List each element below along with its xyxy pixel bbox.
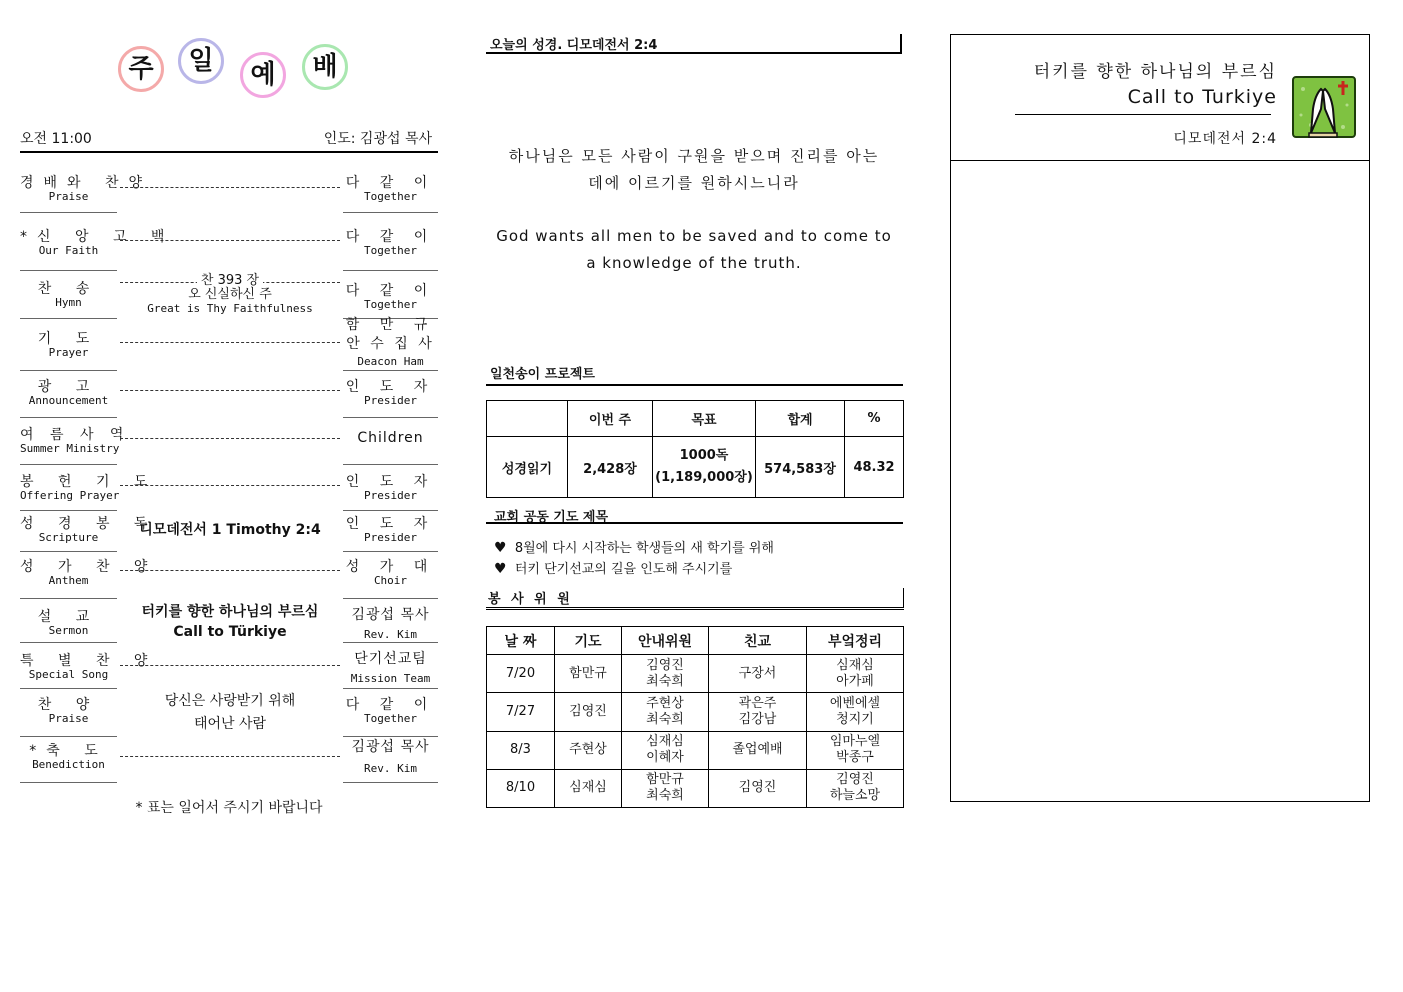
table-header: 안내위원: [622, 627, 709, 655]
order-item-en: Special Song: [28, 668, 109, 681]
dash-leader: [120, 570, 340, 571]
list-item: ♥ 터키 단기선교의 길을 인도해 주시기를: [494, 561, 733, 577]
table-cell: 심재심 아가페: [807, 655, 904, 693]
order-item-en: Prayer: [48, 346, 89, 359]
header-divider: [20, 151, 438, 153]
service-time: 오전 11:00: [20, 131, 92, 147]
divider: [20, 464, 117, 465]
order-person-ko: 다 같 이: [345, 229, 436, 245]
sermon-heading-ko: 터키를 향한 하나님의 부르심: [1033, 62, 1277, 82]
goal-pages: (1,189,000장): [655, 470, 753, 485]
table-cell: 졸업예배: [709, 731, 807, 769]
table-header: 합계: [756, 401, 845, 437]
order-person-en: Presider: [364, 489, 417, 502]
sermon-scripture-ref: 디모데전서 2:4: [1173, 131, 1277, 147]
table-row: [487, 693, 904, 731]
table-cell: 주현상: [555, 731, 622, 769]
order-person-ko: 인 도 자: [345, 379, 436, 395]
order-person-en: Rev. Kim: [364, 628, 417, 641]
table-cell: 임마누엘 박종구: [807, 731, 904, 769]
table-header: 친교: [709, 627, 807, 655]
order-item-en: Praise: [48, 712, 89, 725]
table-cell: 심재심: [555, 769, 622, 807]
dash-leader: [120, 390, 340, 391]
order-person-en: Together: [364, 712, 417, 725]
order-row: [20, 556, 438, 604]
divider: [20, 318, 117, 319]
order-person-ko: 다 같 이: [345, 175, 436, 191]
table-row: [487, 655, 904, 693]
order-person-en: Mission Team: [350, 672, 431, 685]
divider: [343, 510, 438, 511]
order-person-ko: 단기선교팀: [354, 651, 427, 667]
table-cell: 김영진 최숙희: [622, 655, 709, 693]
order-item-ko: 성 가 찬 양: [20, 559, 158, 575]
table-row: [487, 769, 904, 807]
notes-area[interactable]: [951, 161, 1369, 801]
divider: [20, 688, 117, 689]
order-person-en: Deacon Ham: [357, 355, 424, 368]
hymn-number: 찬 393 장: [197, 273, 263, 288]
verse-ko-line: 하나님은 모든 사람이 구원을 받으며 진리를 아는: [508, 147, 880, 165]
order-row: [20, 376, 438, 424]
heading-edge: [903, 588, 904, 607]
divider: [343, 270, 438, 271]
order-item-ko: 봉 헌 기 도: [20, 474, 158, 490]
divider: [343, 782, 438, 783]
order-person-ko: 성 가 대: [345, 559, 436, 575]
order-person-ko: 인 도 자: [345, 474, 436, 490]
divider: [20, 212, 117, 213]
date-cell: 7/20: [487, 655, 555, 693]
title-char-2: 일: [178, 38, 224, 84]
order-person-en: Choir: [373, 574, 408, 587]
praise-song-line-2: 태어난 사람: [193, 716, 267, 732]
hymn-title-ko: 오 신실하신 주: [188, 287, 272, 302]
order-item-ko: 광 고: [37, 379, 100, 395]
divider: [343, 417, 438, 418]
order-item-ko: *신 앙 고 백: [20, 229, 175, 245]
sermon-title-en: Call to Türkiye: [173, 624, 287, 640]
table-header: 이번 주: [568, 401, 653, 437]
heading-underline: [486, 384, 903, 386]
table-cell: 구장서: [709, 655, 807, 693]
order-item-ko: 설 교: [37, 609, 100, 625]
verse-en-line: God wants all men to be saved and to come to: [496, 227, 892, 245]
stand-note: * 표는 일어서 주시기 바랍니다: [135, 800, 323, 816]
list-item: ♥ 8월에 다시 시작하는 학생들의 새 학기를 위해: [494, 540, 774, 556]
order-item-en: Summer Ministry: [20, 442, 120, 455]
order-row: [20, 513, 438, 561]
goal-value: 1000독: [679, 448, 729, 463]
order-person-ko: 다 같 이: [345, 283, 436, 299]
order-item-en: Scripture: [38, 531, 99, 544]
order-item-ko: 성 경 봉 독: [20, 516, 158, 532]
heart-icon: ♥: [494, 540, 507, 556]
table-row: [487, 731, 904, 769]
date-cell: 8/3: [487, 731, 555, 769]
table-cell: 김영진: [555, 693, 622, 731]
verse-korean: [486, 143, 902, 197]
verse-en-line: a knowledge of the truth.: [586, 254, 802, 272]
order-person-ko: Children: [357, 430, 424, 446]
dash-leader: [120, 485, 340, 486]
reading-heading: 일천송이 프로젝트: [490, 367, 595, 382]
verse-ko-line: 데에 이르기를 원하시느니라: [588, 174, 800, 192]
title-char-1: 주: [118, 46, 164, 92]
order-item-ko: 찬 송: [37, 281, 100, 297]
order-item-ko: *축 도: [29, 743, 108, 759]
title-char-3: 예: [240, 52, 286, 98]
order-person-ko: 인 도 자: [345, 516, 436, 532]
dash-leader: [120, 756, 340, 757]
heart-icon: ♥: [494, 561, 507, 577]
order-row: [20, 604, 438, 652]
table-cell: [653, 437, 756, 498]
sermon-title-ko: 터키를 향한 하나님의 부르심: [141, 604, 319, 620]
order-item-en: Sermon: [48, 624, 89, 637]
table-cell: 곽은주 김강남: [709, 693, 807, 731]
heading-edge: [900, 34, 902, 52]
table-cell: 김영진: [709, 769, 807, 807]
order-item-en: Anthem: [48, 574, 89, 587]
divider: [20, 736, 117, 737]
order-item-ko: 찬 양: [37, 697, 100, 713]
order-item-en: Praise: [48, 190, 89, 203]
order-person-en: Rev. Kim: [364, 762, 417, 775]
order-person-ko: 다 같 이: [345, 697, 436, 713]
order-person-ko: 함 만 규: [345, 317, 436, 333]
order-item-en: Offering Prayer: [20, 489, 120, 502]
table-row-label: 성경읽기: [487, 437, 568, 498]
hymn-title-en: Great is Thy Faithfulness: [147, 302, 313, 315]
divider: [20, 417, 117, 418]
order-item-en: Our Faith: [38, 244, 99, 257]
table-header: 목표: [653, 401, 756, 437]
table-cell: 574,583장: [756, 437, 845, 498]
service-leader: 인도: 김광섭 목사: [323, 131, 432, 147]
order-person-en: Presider: [364, 531, 417, 544]
order-person-en: Presider: [364, 394, 417, 407]
order-item-en: Hymn: [55, 296, 82, 309]
order-person-title: 안 수 집 사: [346, 336, 435, 352]
order-item-ko: 여 름 사 역: [20, 427, 130, 443]
table-header: 기도: [555, 627, 622, 655]
divider: [20, 510, 117, 511]
divider: [343, 598, 438, 599]
table-cell: 48.32: [845, 437, 904, 498]
order-person-en: Together: [364, 244, 417, 257]
table-cell: 함만규 최숙희: [622, 769, 709, 807]
dash-leader: [120, 665, 340, 666]
table-header: 날 짜: [487, 627, 555, 655]
prayer-heading: 교회 공동 기도 제목: [494, 510, 609, 525]
date-cell: 8/10: [487, 769, 555, 807]
divider: [20, 370, 117, 371]
sermon-notes-box: [950, 34, 1370, 802]
dash-leader: [120, 342, 340, 343]
order-person-en: Together: [364, 190, 417, 203]
order-person-ko: 김광섭 목사: [351, 739, 430, 755]
divider: [20, 598, 117, 599]
table-header: %: [845, 401, 904, 437]
table-header: 부엌정리: [807, 627, 904, 655]
divider: [20, 551, 117, 552]
table-cell: 주현상 최숙희: [622, 693, 709, 731]
service-heading: 봉 사 위 원: [488, 592, 573, 607]
divider: [343, 642, 438, 643]
sermon-heading-en: Call to Turkiye: [1127, 86, 1277, 108]
order-item-ko: 경배와 찬양: [20, 175, 153, 191]
order-item-ko: 기 도: [37, 331, 100, 347]
order-item-en: Announcement: [28, 394, 109, 407]
order-item-ko: 특 별 찬 양: [20, 653, 158, 669]
heading-underline: [1015, 114, 1271, 115]
order-person-ko: 김광섭 목사: [351, 607, 430, 623]
heading-underline: [486, 607, 904, 610]
dash-leader: [120, 438, 340, 439]
scripture-heading: 오늘의 성경. 디모데전서 2:4: [490, 38, 658, 53]
reading-table: [486, 400, 904, 498]
order-person-en: Together: [364, 298, 417, 311]
table-header: [487, 401, 568, 437]
divider: [20, 782, 117, 783]
dash-leader: [120, 187, 340, 188]
table-cell: 에벤에셀 청지기: [807, 693, 904, 731]
table-cell: 김영진 하늘소망: [807, 769, 904, 807]
divider: [20, 642, 117, 643]
order-row: [20, 226, 438, 274]
praise-song-line-1: 당신은 사랑받기 위해: [164, 693, 296, 709]
heading-underline: [486, 522, 903, 524]
divider: [343, 464, 438, 465]
order-row: [20, 317, 438, 376]
order-item-en: Benediction: [32, 758, 105, 771]
divider: [20, 270, 117, 271]
divider: [343, 551, 438, 552]
verse-english: [486, 223, 902, 277]
dash-leader: [120, 240, 340, 241]
heading-underline: [486, 52, 902, 54]
service-table: [486, 626, 904, 808]
order-row: [20, 424, 438, 472]
date-cell: 7/27: [487, 693, 555, 731]
table-cell: 심재심 이혜자: [622, 731, 709, 769]
praying-hands-icon: [1291, 75, 1357, 139]
divider: [343, 688, 438, 689]
table-cell: 2,428장: [568, 437, 653, 498]
prayer-list: [494, 538, 774, 580]
scripture-reference: 디모데전서 1 Timothy 2:4: [139, 522, 321, 538]
table-cell: 함만규: [555, 655, 622, 693]
divider: [343, 212, 438, 213]
order-row: [20, 694, 438, 742]
title-char-4: 배: [302, 44, 348, 90]
order-row: [20, 740, 438, 788]
order-row: [20, 471, 438, 519]
order-row: [20, 172, 438, 220]
divider: [343, 370, 438, 371]
